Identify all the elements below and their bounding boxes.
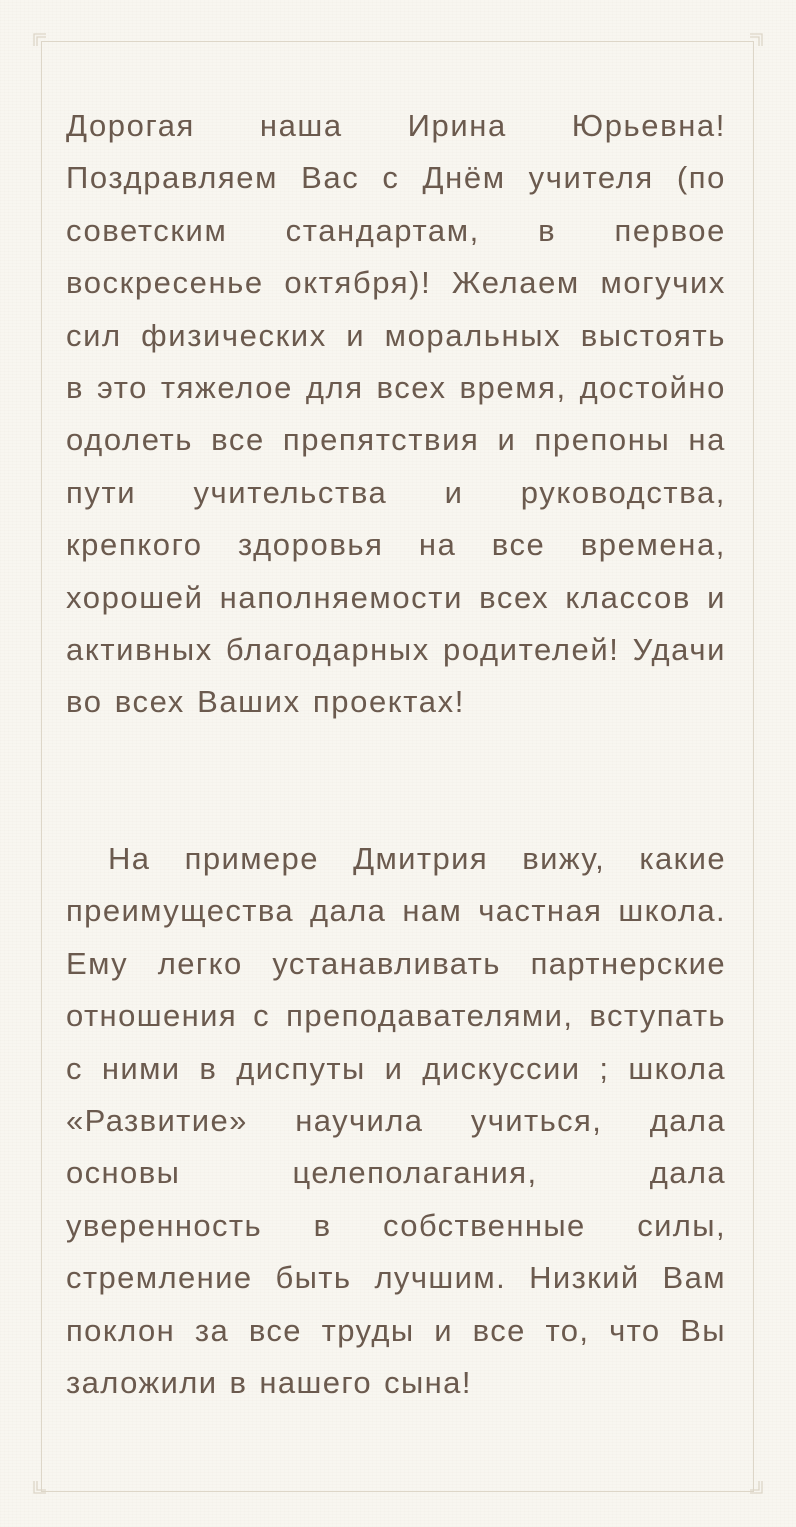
letter-paragraph-gratitude: На примере Дмитрия вижу, какие преимущества дала нам частная школа. Ему легко устанавливать партнерские отношения с преподавателями, вступать с ними в диспуты и дискуссии ; школа «Развитие» научила учиться, дала основы целеполагания, дала уверенность в собственные силы, стремление быть лучшим. Низкий Вам поклон за все труды и все то, что Вы заложили в нашего сына! <box>66 840 726 1400</box>
corner-ornament-bottom-right <box>749 1480 763 1494</box>
corner-ornament-bottom-left <box>33 1480 47 1494</box>
corner-ornament-top-left <box>33 33 47 47</box>
letter-body <box>66 100 726 1409</box>
corner-ornament-top-right <box>749 33 763 47</box>
letter-paragraph-greeting: Дорогая наша Ирина Юрьевна! Поздравляем Вас с Днём учителя (по советским стандартам, в первое воскресенье октября)! Желаем могучих сил физических и моральных выстоять в это тяжелое для всех время, достойно одолеть все препятствия и препоны на пути учительства и руководства, крепкого здоровья на все времена, хорошей наполняемости всех классов и активных благодарных родителей! Удачи во всех Ваших проектах! <box>66 108 726 720</box>
